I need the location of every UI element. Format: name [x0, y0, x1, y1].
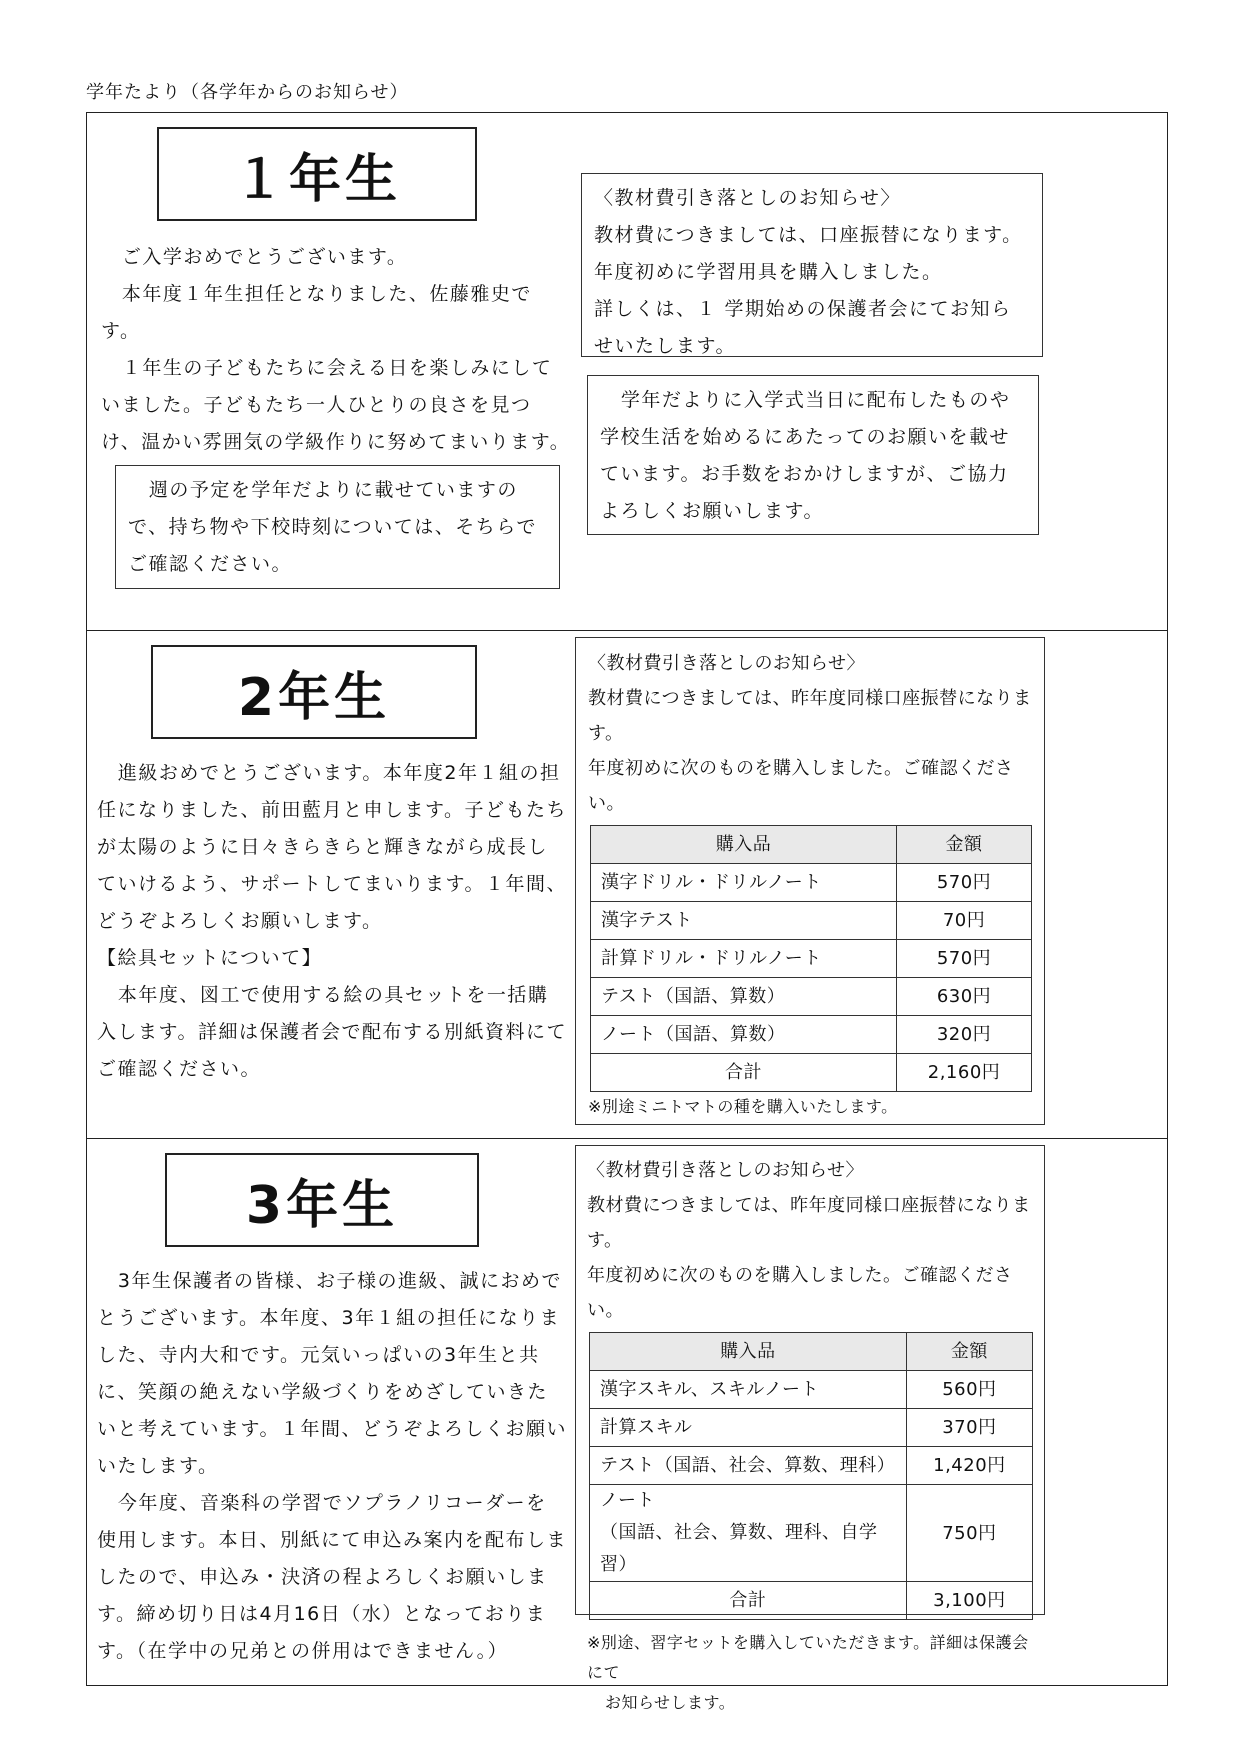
grade1-fee-heading: 〈教材費引き落としのお知らせ〉 [594, 187, 901, 209]
table-row [591, 864, 1032, 902]
item-cell: テスト（国語、社会、算数、理科） [590, 1447, 907, 1485]
price-cell: 570円 [897, 864, 1032, 902]
note-item-line2: （国語、社会、算数、理科、自学習） [600, 1522, 878, 1575]
grade2-section [87, 631, 1167, 1139]
table-row [591, 1016, 1032, 1054]
item-cell: 計算ドリル・ドリルノート [591, 940, 897, 978]
grade2-title: 2年生 [151, 645, 477, 739]
item-cell: 漢字ドリル・ドリルノート [591, 864, 897, 902]
grade2-fee-notice [575, 637, 1045, 1125]
note-item-line1: ノート [600, 1490, 655, 1511]
table-total-row [590, 1582, 1033, 1620]
grade3-recorder-text: 今年度、音楽科の学習でソプラノリコーダーを使用します。本日、別紙にて申込み案内を配布しましたので、申込み・決済の程よろしくお願いします。締め切り日は4月16日（水）となっております。（在学中の兄弟との併用はできません。） [97, 1492, 567, 1662]
grade1-school-life-note [587, 375, 1039, 535]
grade2-fee-table [590, 825, 1032, 1092]
grade3-intro-text: 3年生保護者の皆様、お子様の進級、誠におめでとうございます。本年度、3年１組の担任になりました、寺内大和です。元気いっぱいの3年生と共に、笑顔の絶えない学級づくりをめざしていきたいと考えています。１年間、どうぞよろしくお願いいたします。 [97, 1270, 567, 1477]
grade2-paint-text: 本年度、図工で使用する絵の具セットを一括購入します。詳細は保護者会で配布する別紙資料にてご確認ください。 [97, 984, 567, 1080]
price-cell: 570円 [897, 940, 1032, 978]
grade2-fee-line1: 教材費につきましては、昨年度同様口座振替になります。 [588, 688, 1032, 744]
table-row [590, 1485, 1033, 1582]
price-cell: 560円 [906, 1371, 1032, 1409]
table-header-row [591, 826, 1032, 864]
grade1-schedule-text: 週の予定を学年だよりに載せていますので、持ち物や下校時刻については、そちらでご確認ください。 [128, 479, 538, 575]
grade1-intro-line3: １年生の子どもたちに会える日を楽しみにしていました。子どもたち一人ひとりの良さを見つけ、温かい雰囲気の学級作りに努めてまいります。 [101, 357, 571, 453]
grade1-fee-line1: 教材費につきましては、口座振替になります。 [594, 224, 1023, 246]
table-row [591, 902, 1032, 940]
table-row [590, 1447, 1033, 1485]
grade1-fee-notice [581, 173, 1043, 357]
grade3-fee-line1: 教材費につきましては、昨年度同様口座振替になります。 [587, 1195, 1031, 1251]
item-cell: 計算スキル [590, 1409, 907, 1447]
grade1-school-life-text: 学年だよりに入学式当日に配布したものや学校生活を始めるにあたってのお願いを載せています。お手数をおかけしますが、ご協力よろしくお願いします。 [600, 389, 1011, 522]
item-cell: テスト（国語、算数） [591, 978, 897, 1016]
grade2-fee-footnote: ※別途ミニトマトの種を購入いたします。 [588, 1097, 898, 1116]
grade1-intro-line2: 本年度１年生担任となりました、佐藤雅史です。 [101, 283, 532, 342]
page-header: 学年たより（各学年からのお知らせ） [86, 82, 409, 103]
grade3-fee-notice [575, 1145, 1045, 1712]
total-price: 3,100円 [906, 1582, 1032, 1620]
col-item-header: 購入品 [591, 826, 897, 864]
price-cell: 320円 [897, 1016, 1032, 1054]
table-header-row [590, 1333, 1033, 1371]
grade1-section [87, 113, 1167, 631]
grade1-intro-line1: ご入学おめでとうございます。 [121, 246, 408, 268]
grade1-fee-line2: 年度初めに学習用具を購入しました。 [594, 261, 943, 283]
item-cell: 漢字スキル、スキルノート [590, 1371, 907, 1409]
total-label: 合計 [591, 1054, 897, 1092]
grade2-fee-line2: 年度初めに次のものを購入しました。ご確認ください。 [588, 758, 1014, 814]
price-cell: 70円 [897, 902, 1032, 940]
table-total-row [591, 1054, 1032, 1092]
total-price: 2,160円 [897, 1054, 1032, 1092]
grade2-paint-heading: 【絵具セットについて】 [97, 947, 323, 969]
grade3-fee-footnote-line1: ※別途、習字セットを購入していただきます。詳細は保護会にて [587, 1633, 1029, 1682]
table-row [591, 978, 1032, 1016]
grade2-intro [97, 755, 567, 1088]
grade1-schedule-note [115, 465, 560, 589]
grade3-intro [97, 1263, 567, 1670]
total-label: 合計 [590, 1582, 907, 1620]
grade2-fee-heading: 〈教材費引き落としのお知らせ〉 [588, 653, 865, 674]
grade3-fee-heading: 〈教材費引き落としのお知らせ〉 [587, 1160, 864, 1181]
price-cell: 1,420円 [906, 1447, 1032, 1485]
grade1-title: １年生 [157, 127, 477, 221]
price-cell: 750円 [906, 1485, 1032, 1582]
table-row [590, 1409, 1033, 1447]
item-cell: ノート（国語、算数） [591, 1016, 897, 1054]
grade2-intro-text: 進級おめでとうございます。本年度2年１組の担任になりました、前田藍月と申します。子どもたちが太陽のように日々きらきらと輝きながら成長していけるよう、サポートしてまいります。１年間、どうぞよろしくお願いします。 [97, 762, 567, 932]
price-cell: 370円 [906, 1409, 1032, 1447]
col-item-header: 購入品 [590, 1333, 907, 1371]
grade3-section [87, 1139, 1167, 1712]
item-cell [590, 1485, 907, 1582]
grade3-title: 3年生 [165, 1153, 479, 1247]
grade3-fee-table [589, 1332, 1033, 1620]
col-price-header: 金額 [897, 826, 1032, 864]
price-cell: 630円 [897, 978, 1032, 1016]
item-cell: 漢字テスト [591, 902, 897, 940]
table-row [591, 940, 1032, 978]
grade1-fee-line3: 詳しくは、１ 学期始めの保護者会にてお知らせいたします。 [594, 298, 1012, 357]
col-price-header: 金額 [906, 1333, 1032, 1371]
table-row [590, 1371, 1033, 1409]
newsletter-frame [86, 112, 1168, 1712]
grade3-fee-footnote-line2: お知らせします。 [605, 1693, 736, 1712]
grade1-intro [101, 239, 571, 461]
grade3-fee-line2: 年度初めに次のものを購入しました。ご確認ください。 [587, 1265, 1013, 1321]
